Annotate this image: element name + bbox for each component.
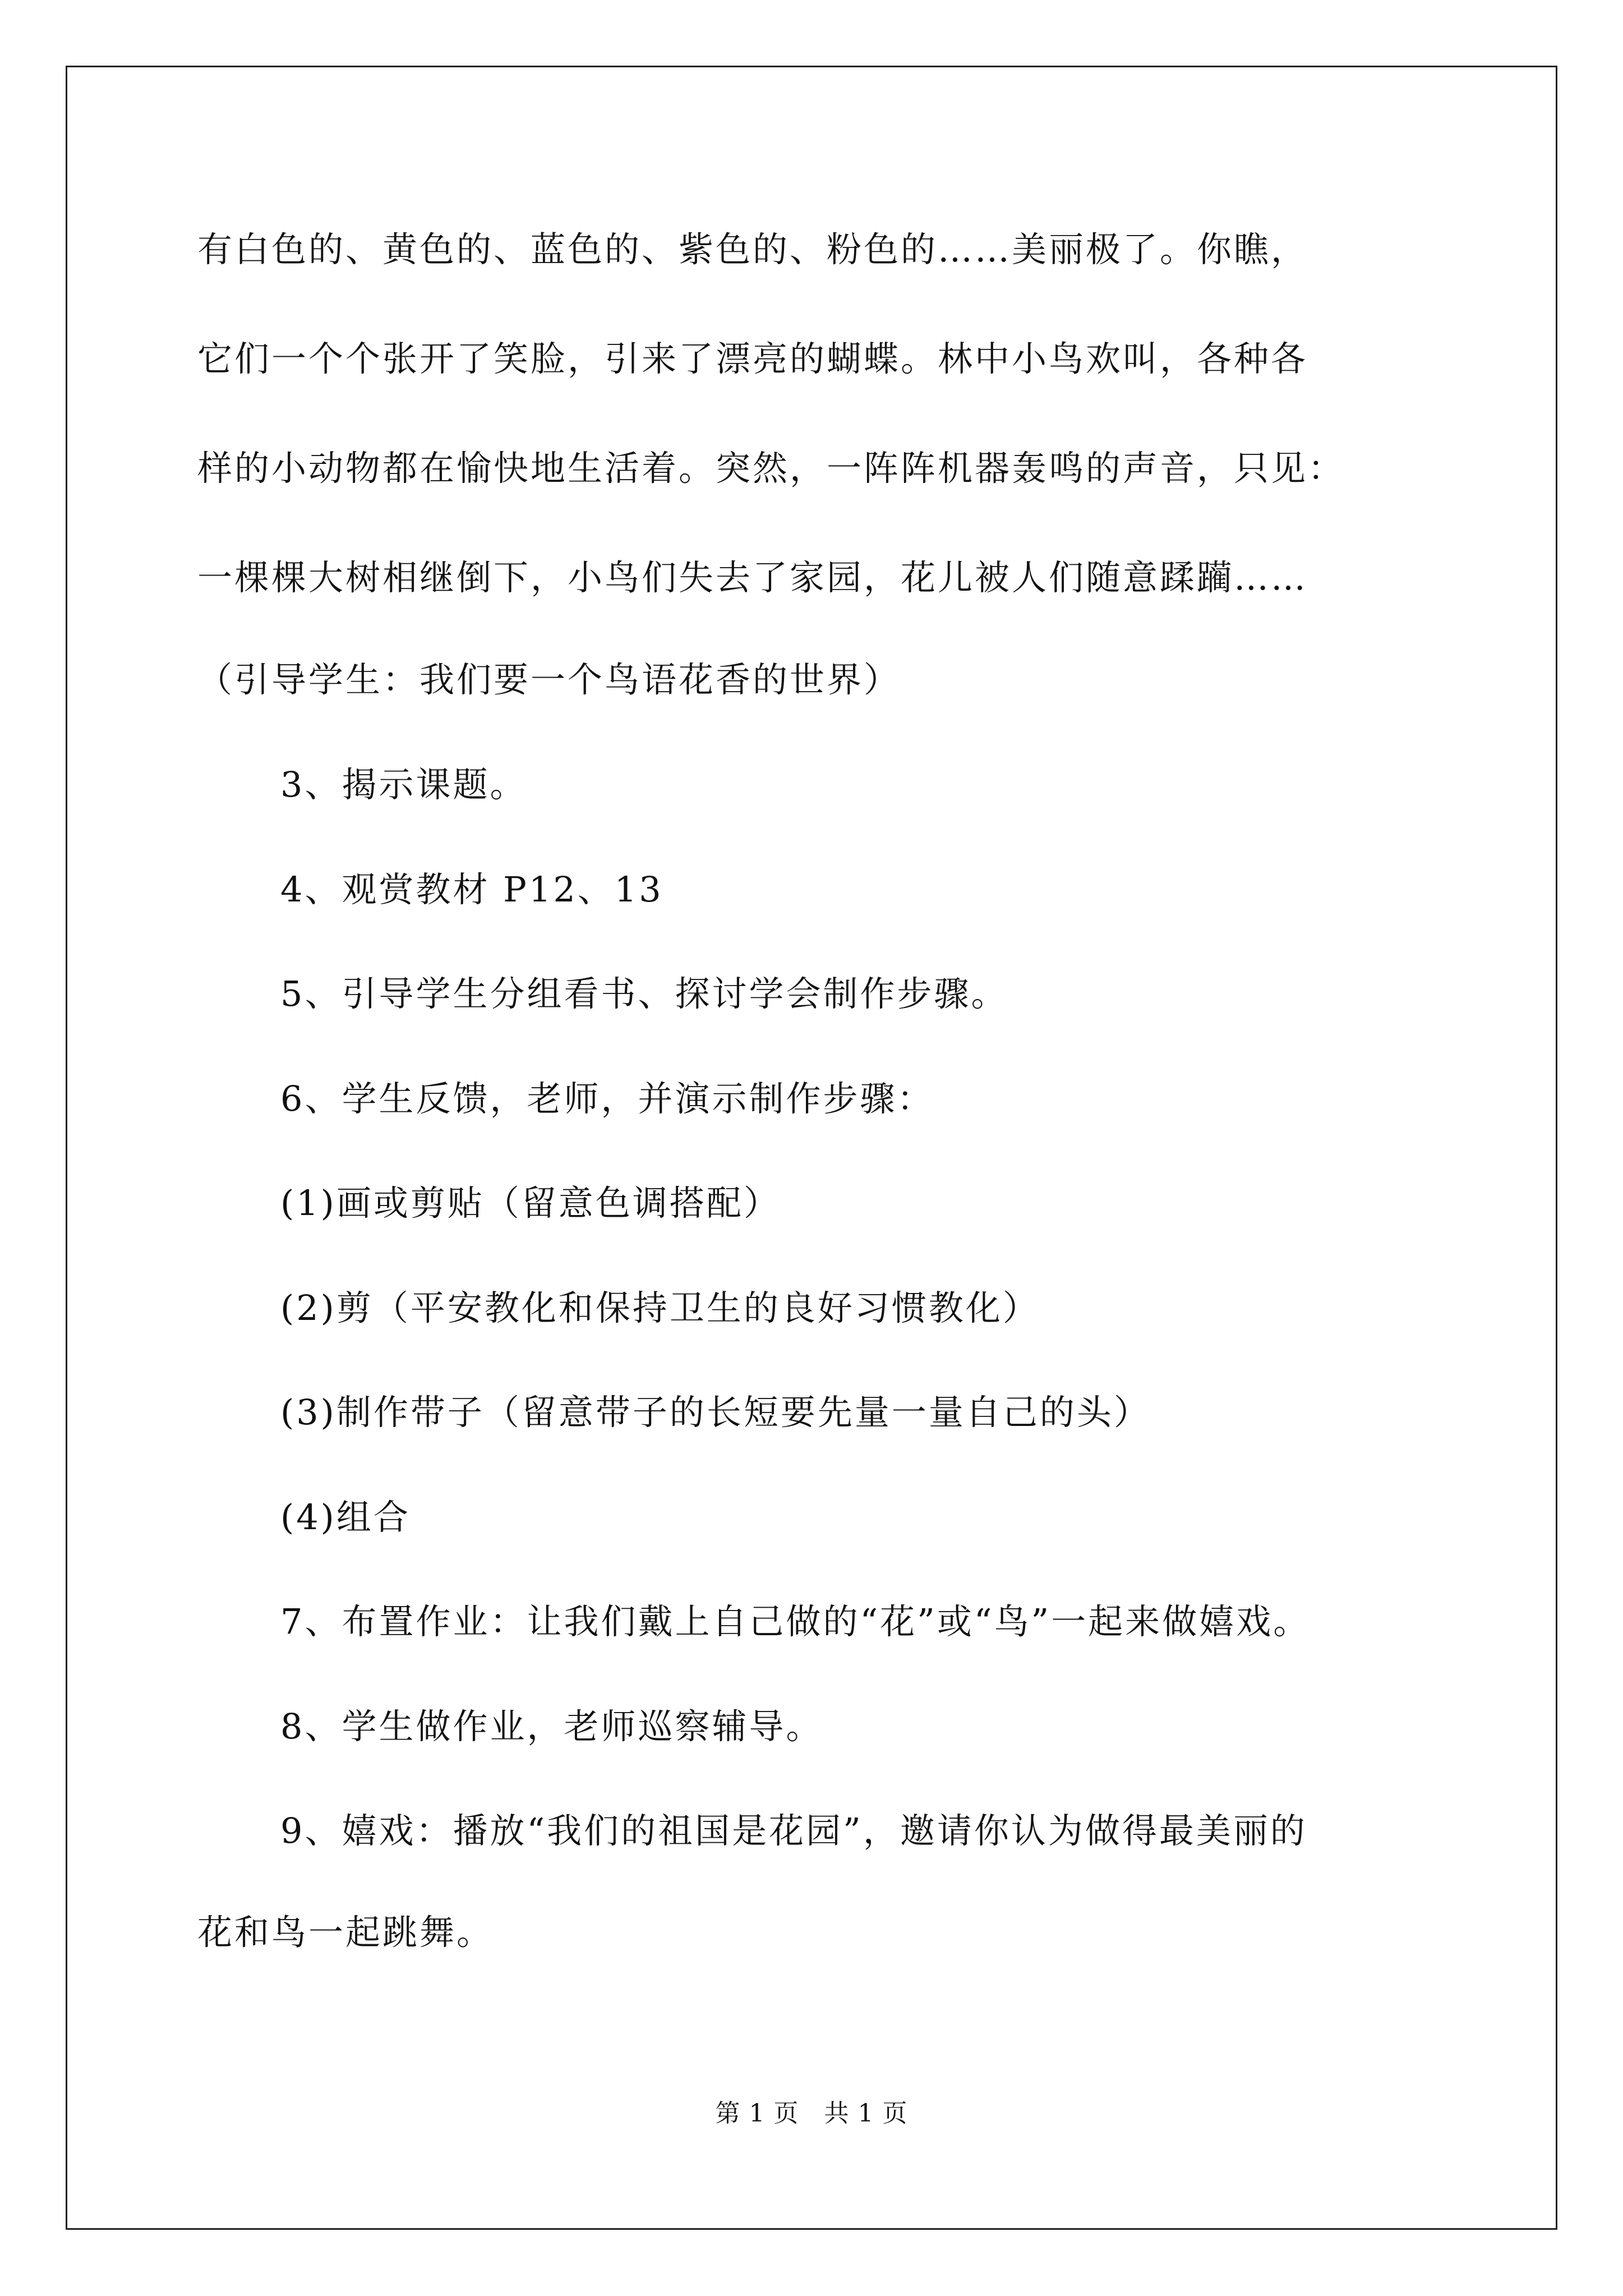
- text-line: (1)画或剪贴（留意色调搭配）: [280, 1182, 781, 1223]
- text-line: 它们一个个张开了笑脸，引来了漂亮的蝴蝶。林中小鸟欢叫，各种各: [197, 338, 1308, 379]
- text-line: 8、学生做作业，老师巡察辅导。: [280, 1706, 823, 1747]
- text-line: (4)组合: [280, 1497, 411, 1538]
- text-line: 3、揭示课题。: [280, 764, 527, 805]
- text-line: 4、观赏教材 P12、13: [280, 869, 663, 910]
- text-line: 9、嬉戏：播放“我们的祖国是花园”，邀请你认为做得最美丽的: [280, 1810, 1307, 1851]
- text-line: 有白色的、黄色的、蓝色的、紫色的、粉色的……美丽极了。你瞧，: [197, 229, 1308, 270]
- text-line: (3)制作带子（留意带子的长短要先量一量自己的头）: [280, 1392, 1151, 1433]
- page-number: 第 1 页 共 1 页: [715, 2099, 908, 2128]
- text-line: 6、学生反馈，老师，并演示制作步骤：: [280, 1078, 934, 1119]
- text-line: (2)剪（平安教化和保持卫生的良好习惯教化）: [280, 1287, 1040, 1328]
- text-line: 一棵棵大树相继倒下，小鸟们失去了家园，花儿被人们随意蹂躏……: [197, 557, 1308, 598]
- text-line: 7、布置作业：让我们戴上自己做的“花”或“鸟”一起来做嬉戏。: [280, 1601, 1311, 1642]
- text-line: 5、引导学生分组看书、探讨学会制作步骤。: [280, 973, 1008, 1014]
- text-line: 样的小动物都在愉快地生活着。突然，一阵阵机器轰鸣的声音，只见：: [197, 448, 1345, 489]
- text-line: 花和鸟一起跳舞。: [197, 1912, 494, 1953]
- page-border: [66, 66, 1557, 2230]
- text-line: （引导学生：我们要一个鸟语花香的世界）: [197, 659, 901, 700]
